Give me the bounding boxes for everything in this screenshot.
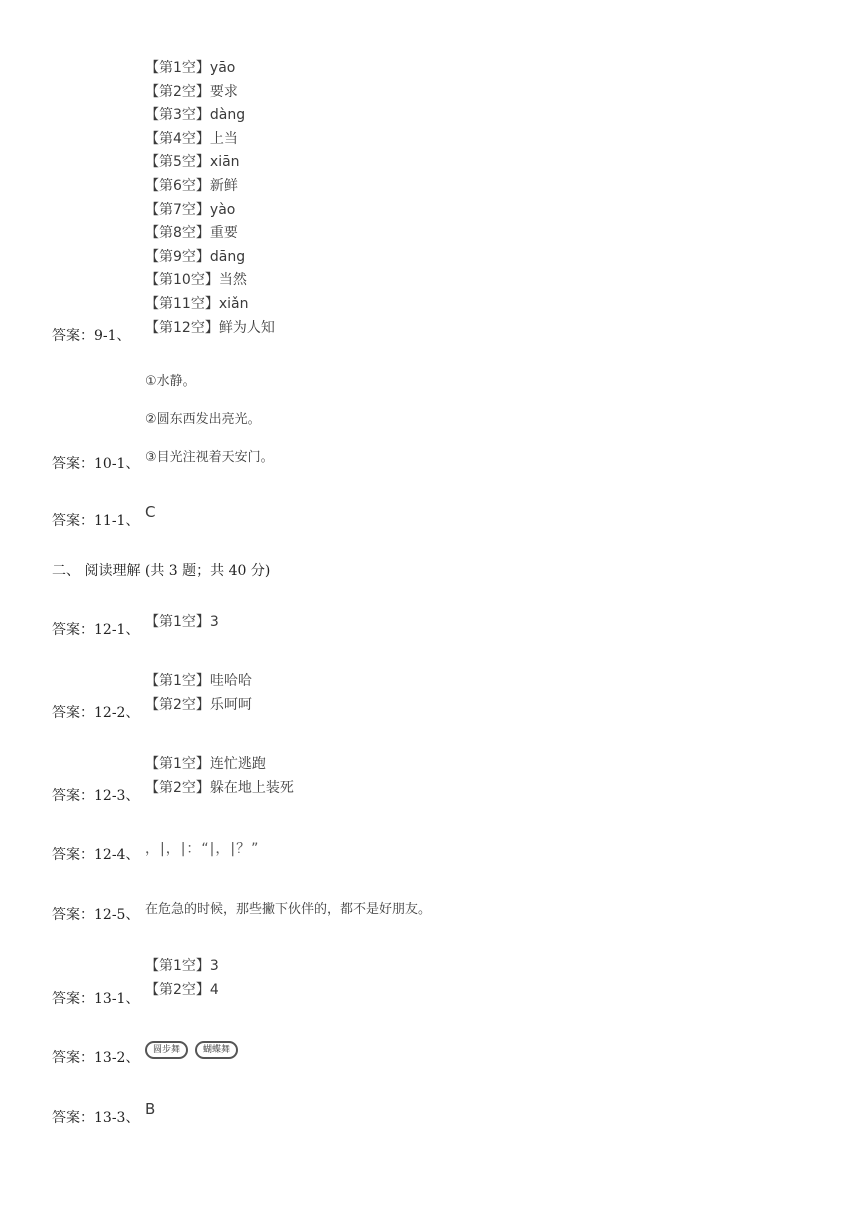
- q12-2-blank-2: 【第2空】乐呵呵: [145, 696, 252, 713]
- q12-1-answer: 【第1空】3: [145, 614, 219, 630]
- q10-answer-line-2: ②圆东西发出亮光。: [145, 412, 261, 427]
- q13-3-answer-label: 答案：13-3、: [52, 1110, 140, 1126]
- q13-1-blank-1: 【第1空】3: [145, 958, 219, 974]
- q9-blank-11: 【第11空】xiǎn: [145, 295, 249, 312]
- q12-2-blank-1: 【第1空】哇哈哈: [145, 673, 252, 689]
- q12-3-answer-block: [145, 753, 294, 800]
- q13-1-answer-label: 答案：13-1、: [52, 991, 140, 1007]
- q12-3-blank-1: 【第1空】连忙逃跑: [145, 756, 266, 772]
- q12-4-answer: ，|，|：“|，|？”: [145, 841, 260, 857]
- q10-answer-block: [145, 363, 274, 477]
- q11-answer-label: 答案：11-1、: [52, 513, 140, 529]
- q9-blank-2: 【第2空】要求: [145, 83, 238, 100]
- q9-blank-7: 【第7空】yào: [145, 201, 236, 218]
- q12-3-blank-2: 【第2空】躲在地上装死: [145, 779, 294, 796]
- q13-2-answer-options: [145, 1040, 245, 1059]
- q9-blank-12: 【第12空】鲜为人知: [145, 319, 275, 336]
- q13-1-answer-block: [145, 955, 219, 1002]
- q9-blank-4: 【第4空】上当: [145, 130, 238, 147]
- q13-2-option-1: 圆步舞: [145, 1041, 188, 1059]
- q13-1-blank-2: 【第2空】4: [145, 981, 219, 998]
- q10-answer-line-3: ③目光注视着天安门。: [145, 450, 274, 465]
- q10-answer-label: 答案：10-1、: [52, 456, 140, 472]
- q13-2-option-2: 蝴蝶舞: [195, 1041, 238, 1059]
- q12-5-answer: 在危急的时候，那些撇下伙伴的，都不是好朋友。: [145, 902, 432, 917]
- q9-blank-3: 【第3空】dàng: [145, 107, 246, 124]
- q9-blank-6: 【第6空】新鲜: [145, 177, 238, 194]
- q12-2-answer-block: [145, 670, 252, 717]
- q12-1-answer-label: 答案：12-1、: [52, 622, 140, 638]
- q13-2-answer-label: 答案：13-2、: [52, 1050, 140, 1066]
- q12-3-answer-label: 答案：12-3、: [52, 788, 140, 804]
- q12-2-answer-label: 答案：12-2、: [52, 705, 140, 721]
- q12-4-answer-label: 答案：12-4、: [52, 847, 140, 863]
- q13-3-answer: B: [145, 1100, 156, 1118]
- q12-5-answer-label: 答案：12-5、: [52, 907, 140, 923]
- q9-blank-8: 【第8空】重要: [145, 225, 238, 242]
- q9-answer-label: 答案：9-1、: [52, 328, 131, 344]
- q11-answer: C: [145, 503, 156, 521]
- section-heading: 二、 阅读理解 (共 3 题；共 40 分): [52, 563, 271, 579]
- q9-blank-1: 【第1空】yāo: [145, 60, 236, 76]
- q9-answer-block: [145, 57, 275, 340]
- q9-blank-9: 【第9空】dāng: [145, 248, 246, 265]
- q9-blank-5: 【第5空】xiān: [145, 154, 240, 171]
- q10-answer-line-1: ①水静。: [145, 374, 196, 389]
- q9-blank-10: 【第10空】当然: [145, 272, 247, 289]
